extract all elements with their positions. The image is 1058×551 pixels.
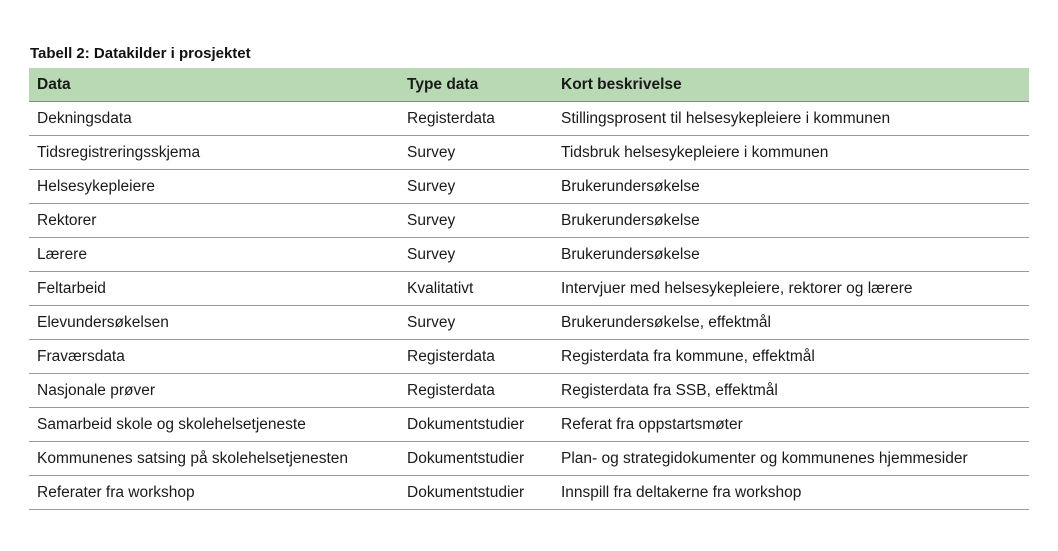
cell-data: Rektorer xyxy=(29,204,399,238)
table-row xyxy=(29,238,1029,272)
cell-data: Lærere xyxy=(29,238,399,272)
cell-data: Kommunenes satsing på skolehelsetjenesten xyxy=(29,442,399,476)
cell-data: Elevundersøkelsen xyxy=(29,306,399,340)
cell-description: Brukerundersøkelse xyxy=(553,204,1029,238)
cell-description: Brukerundersøkelse xyxy=(553,238,1029,272)
table-row xyxy=(29,340,1029,374)
cell-type: Survey xyxy=(399,204,553,238)
table-row xyxy=(29,408,1029,442)
cell-data: Samarbeid skole og skolehelsetjeneste xyxy=(29,408,399,442)
cell-description: Innspill fra deltakerne fra workshop xyxy=(553,476,1029,510)
table-row xyxy=(29,170,1029,204)
cell-description: Stillingsprosent til helsesykepleiere i kommunen xyxy=(553,102,1029,136)
cell-type: Dokumentstudier xyxy=(399,408,553,442)
table-row xyxy=(29,272,1029,306)
cell-data: Helsesykepleiere xyxy=(29,170,399,204)
table-row xyxy=(29,102,1029,136)
cell-type: Survey xyxy=(399,170,553,204)
cell-description: Tidsbruk helsesykepleiere i kommunen xyxy=(553,136,1029,170)
table-caption: Tabell 2: Datakilder i prosjektet xyxy=(30,45,251,62)
cell-data: Tidsregistreringsskjema xyxy=(29,136,399,170)
column-header-description: Kort beskrivelse xyxy=(553,68,1029,102)
column-header-data: Data xyxy=(29,68,399,102)
cell-type: Kvalitativt xyxy=(399,272,553,306)
cell-data: Feltarbeid xyxy=(29,272,399,306)
cell-description: Referat fra oppstartsmøter xyxy=(553,408,1029,442)
data-sources-table xyxy=(29,68,1029,510)
cell-data: Dekningsdata xyxy=(29,102,399,136)
cell-data: Nasjonale prøver xyxy=(29,374,399,408)
cell-description: Registerdata fra SSB, effektmål xyxy=(553,374,1029,408)
table-row xyxy=(29,442,1029,476)
cell-data: Referater fra workshop xyxy=(29,476,399,510)
cell-type: Registerdata xyxy=(399,102,553,136)
cell-type: Survey xyxy=(399,306,553,340)
table-row xyxy=(29,306,1029,340)
cell-type: Registerdata xyxy=(399,374,553,408)
table-row xyxy=(29,136,1029,170)
cell-type: Survey xyxy=(399,238,553,272)
cell-description: Intervjuer med helsesykepleiere, rektorer og lærere xyxy=(553,272,1029,306)
cell-description: Brukerundersøkelse xyxy=(553,170,1029,204)
column-header-type: Type data xyxy=(399,68,553,102)
cell-type: Registerdata xyxy=(399,340,553,374)
table-row xyxy=(29,204,1029,238)
cell-description: Plan- og strategidokumenter og kommunenes hjemmesider xyxy=(553,442,1029,476)
cell-type: Survey xyxy=(399,136,553,170)
cell-type: Dokumentstudier xyxy=(399,476,553,510)
table-row xyxy=(29,476,1029,510)
cell-description: Registerdata fra kommune, effektmål xyxy=(553,340,1029,374)
cell-description: Brukerundersøkelse, effektmål xyxy=(553,306,1029,340)
cell-data: Fraværsdata xyxy=(29,340,399,374)
table-row xyxy=(29,374,1029,408)
cell-type: Dokumentstudier xyxy=(399,442,553,476)
table-header-row xyxy=(29,68,1029,102)
